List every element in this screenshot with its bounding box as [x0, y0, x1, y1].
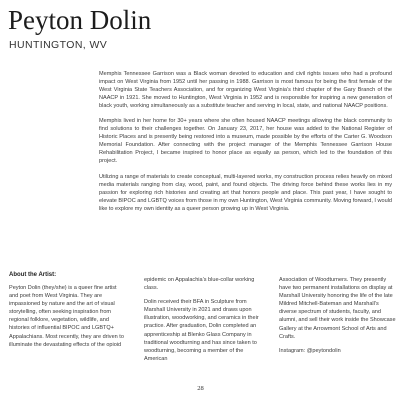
bio-paragraph: Association of Woodturners. They presently have two permanent installations on display at Marshall University honoring the life of the late Mildred Mitchell-Bateman and Marshall’s diverse spectrum of students, faculty, and alumni, and sell their work inside the Showcase Gallery at the Arrowmont School of Arts and Crafts. [279, 277, 396, 340]
statement-paragraph: Memphis Tennessee Garrison was a Black woman devoted to education and civil rights issues who had a profound impact on West Virginia from 1952 until her passing in 1988. Garrison is most famous for being the first female of the West Virginia State Teachers Association, and for organizing West Virginia’s third chapter of the Gary Branch of the NAACP in 1921. She moved to Huntington, West Virginia in 1952 and is responsible for inspiring a new generation of black youth, working simultaneously as a substitute teacher and serving in local, state, and national NAACP positions. [99, 71, 392, 110]
artist-name: Peyton Dolin [8, 5, 152, 35]
artist-location: HUNTINGTON, WV [9, 39, 108, 51]
bio-paragraph: epidemic on Appalachia’s blue-collar working class. [144, 277, 255, 292]
bio-column-2 [144, 276, 262, 369]
instagram-handle: Instagram: @peytondolin [279, 347, 341, 354]
bio-column-1 [9, 284, 127, 355]
page-number: 28 [197, 385, 204, 392]
statement-paragraph: Memphis lived in her home for 30+ years where she often housed NAACP meetings allowing the black community to find solutions to their challenges together. On January 23, 2017, her house was added to the National Register of Historic Places and is presently being restored into a museum, made possible by the efforts of the Carter G. Woodson Memorial Foundation. After connecting with the project manager of the Memphis Tennessee Garrison House Rehabilitation Project, I became inspired to honor place as equally as person, which led to the foundation of this project. [99, 118, 392, 165]
about-artist-heading: About the Artist: [9, 272, 57, 278]
bio-paragraph: Peyton Dolin (they/she) is a queer fine artist and poet from West Virginia. They are impassioned by nature and the art of visual storytelling, often seeking inspiration from regional folklore, vegetation, wildlife, and histories of influential BIPOC and LGBTQ+ Appalachians. Most recently, they are driven to illuminate the devastating effects of the opioid [9, 285, 124, 348]
bio-paragraph: Dolin received their BFA in Sculpture from Marshall University in 2021 and draws upon illustration, woodworking, and ceramics in their practice. After graduation, Dolin completed an apprenticeship at Blenko Glass Company in traditional woodturning and has since taken to woodturning, becoming a member of the American [144, 299, 259, 362]
artist-statement [99, 70, 392, 220]
statement-paragraph: Utilizing a range of materials to create conceptual, multi-layered works, my construction process relies heavily on mixed media materials ranging from clay, wood, paint, and found objects. The driving force behind these works lies in my passion for exploring rich histories and creating art that honors people and place. This past year, I have sought to elevate BIPOC and LGBTQ voices from those in my own Huntington, West Virginia community. Moving forward, I would like to explore my own identity as a queer person growing up in West Virginia. [99, 173, 392, 212]
bio-column-3 [279, 276, 397, 361]
